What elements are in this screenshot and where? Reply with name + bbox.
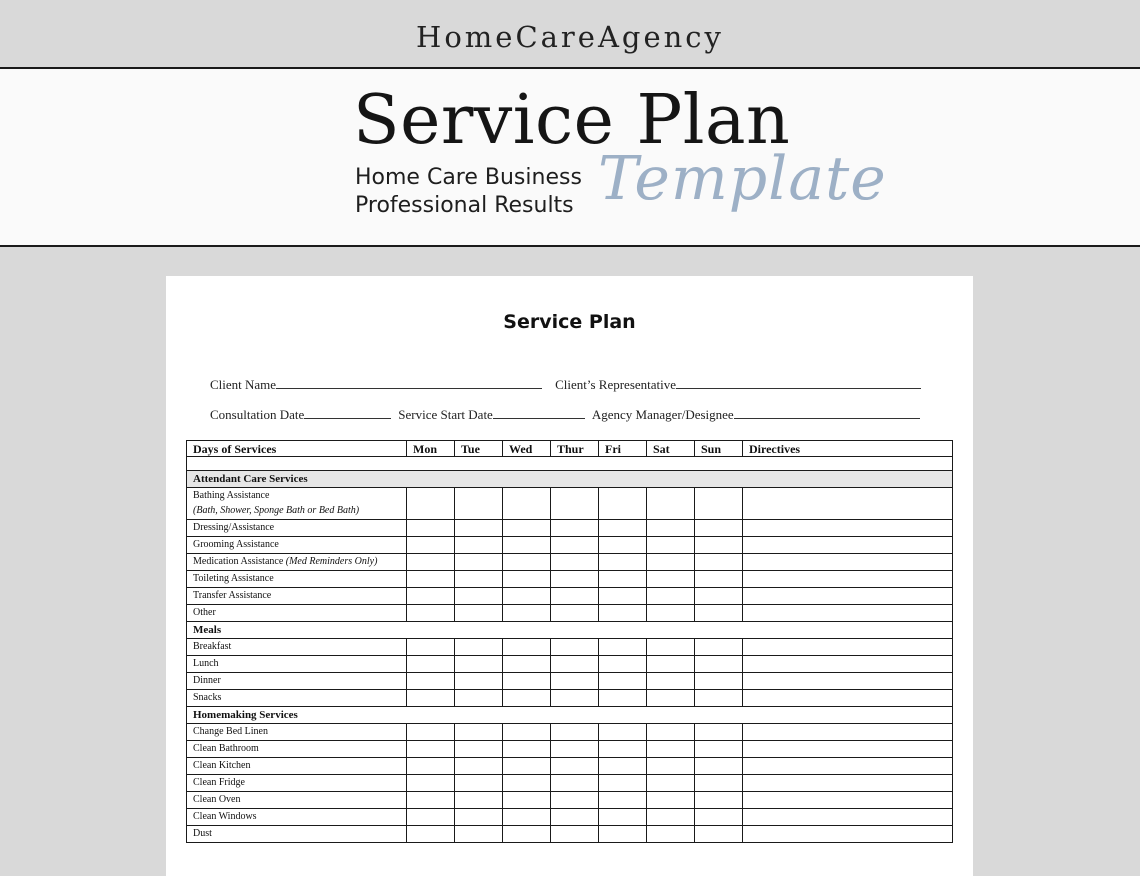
header-sat: Sat bbox=[647, 441, 695, 457]
row-label: Lunch bbox=[187, 656, 407, 673]
row-label: Toileting Assistance bbox=[187, 571, 407, 588]
row-label: Snacks bbox=[187, 690, 407, 707]
row-label bbox=[187, 488, 407, 520]
banner-subtitle-1: Home Care Business bbox=[355, 165, 582, 190]
section-row bbox=[187, 622, 953, 639]
agency-manager-label: Agency Manager/Designee bbox=[591, 407, 734, 422]
table-row bbox=[187, 724, 953, 741]
header-wed: Wed bbox=[503, 441, 551, 457]
row-label: Other bbox=[187, 605, 407, 622]
table-row bbox=[187, 571, 953, 588]
header-thur: Thur bbox=[551, 441, 599, 457]
brand-name: HomeCareAgency bbox=[416, 20, 724, 54]
section-homemaking: Homemaking Services bbox=[187, 707, 953, 724]
section-row bbox=[187, 471, 953, 488]
consultation-date-line bbox=[304, 408, 391, 419]
row-label-note: (Bath, Shower, Sponge Bath or Bed Bath) bbox=[193, 505, 360, 516]
section-row bbox=[187, 707, 953, 724]
table-row bbox=[187, 690, 953, 707]
table-header-row bbox=[187, 441, 953, 457]
table-row bbox=[187, 554, 953, 571]
client-name-line bbox=[276, 378, 542, 389]
document-title: Service Plan bbox=[503, 311, 636, 333]
table-row bbox=[187, 792, 953, 809]
client-representative-label: Client’s Representative bbox=[555, 377, 677, 392]
header-fri: Fri bbox=[599, 441, 647, 457]
document-preview bbox=[166, 276, 973, 876]
table-row bbox=[187, 741, 953, 758]
section-attendant-care: Attendant Care Services bbox=[187, 471, 953, 488]
row-label: Breakfast bbox=[187, 639, 407, 656]
client-representative-line bbox=[676, 378, 921, 389]
service-schedule-table bbox=[186, 440, 953, 843]
service-start-date-line bbox=[493, 408, 585, 419]
row-label: Dressing/Assistance bbox=[187, 520, 407, 537]
table-row bbox=[187, 488, 953, 520]
table-row bbox=[187, 537, 953, 554]
section-meals: Meals bbox=[187, 622, 953, 639]
row-label: Clean Bathroom bbox=[187, 741, 407, 758]
banner-subtitle-2: Professional Results bbox=[355, 193, 574, 218]
row-label: Change Bed Linen bbox=[187, 724, 407, 741]
row-label-note: (Med Reminders Only) bbox=[285, 556, 378, 567]
header-directives: Directives bbox=[743, 441, 953, 457]
form-row-1 bbox=[210, 377, 921, 393]
table-row bbox=[187, 673, 953, 690]
table-row bbox=[187, 809, 953, 826]
header-mon: Mon bbox=[407, 441, 455, 457]
row-label: Dinner bbox=[187, 673, 407, 690]
table-row bbox=[187, 605, 953, 622]
row-label: Clean Windows bbox=[187, 809, 407, 826]
agency-manager-line bbox=[734, 408, 920, 419]
header-sun: Sun bbox=[695, 441, 743, 457]
row-label-main: Bathing Assistance bbox=[193, 490, 270, 501]
row-label: Grooming Assistance bbox=[187, 537, 407, 554]
header-days-of-services: Days of Services bbox=[187, 441, 407, 457]
spacer-row bbox=[187, 457, 953, 471]
table-row bbox=[187, 758, 953, 775]
table-row bbox=[187, 588, 953, 605]
table-row bbox=[187, 656, 953, 673]
row-label: Clean Kitchen bbox=[187, 758, 407, 775]
table-row bbox=[187, 775, 953, 792]
row-label: Transfer Assistance bbox=[187, 588, 407, 605]
row-label: Clean Fridge bbox=[187, 775, 407, 792]
table-row bbox=[187, 639, 953, 656]
table-row bbox=[187, 520, 953, 537]
client-name-label: Client Name bbox=[210, 377, 277, 392]
row-label: Dust bbox=[187, 826, 407, 843]
title-banner bbox=[0, 67, 1140, 247]
row-label bbox=[187, 554, 407, 571]
header-tue: Tue bbox=[455, 441, 503, 457]
row-label-main: Medication Assistance bbox=[193, 556, 284, 567]
form-row-2 bbox=[210, 407, 920, 423]
row-label: Clean Oven bbox=[187, 792, 407, 809]
consultation-date-label: Consultation Date bbox=[210, 407, 305, 422]
banner-script-word: Template bbox=[598, 144, 887, 214]
banner-title: Service Plan bbox=[353, 81, 791, 160]
table-row bbox=[187, 826, 953, 843]
service-start-date-label: Service Start Date bbox=[398, 407, 493, 422]
